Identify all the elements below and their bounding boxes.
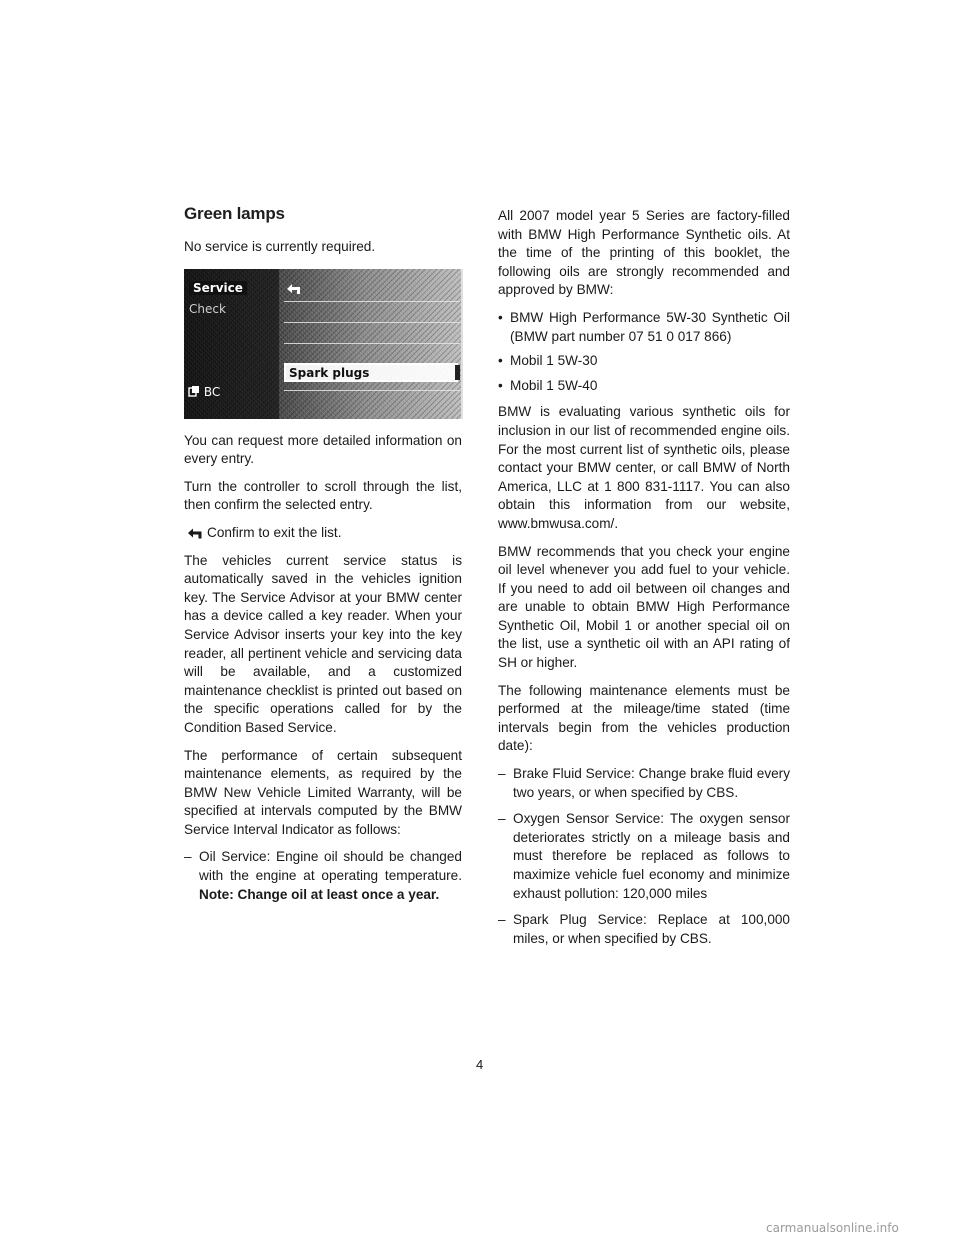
screen-bc-text: BC bbox=[203, 384, 221, 399]
oil-text: Mobil 1 5W-40 bbox=[510, 377, 598, 393]
screen-scrollbar bbox=[455, 365, 460, 380]
paragraph-maintenance: The performance of certain subsequent maintenance elements, as required by the BMW New Vehicle Limited Warranty, will be specified at intervals computed by the BMW Service Interval Indicator as follows: bbox=[184, 747, 462, 837]
watermark: carmanualsonline.info bbox=[766, 1221, 899, 1235]
confirm-exit-line bbox=[184, 524, 462, 543]
screen-check-label: Check bbox=[189, 301, 226, 316]
dash-mark: – bbox=[184, 849, 192, 865]
screen-selected-item: Spark plugs bbox=[284, 363, 458, 382]
page-number: 4 bbox=[476, 1057, 484, 1072]
list-item bbox=[498, 765, 790, 802]
section-heading: Green lamps bbox=[184, 204, 285, 223]
list-item bbox=[498, 352, 790, 371]
back-arrow-icon bbox=[284, 282, 302, 296]
list-item bbox=[498, 309, 790, 346]
oil-service-text: Oil Service: Engine oil should be changed with the engine at operating temperature. bbox=[199, 849, 462, 884]
list-item bbox=[498, 911, 790, 948]
oil-list bbox=[498, 309, 790, 395]
screen-divider bbox=[284, 390, 460, 391]
screen-divider bbox=[284, 301, 460, 302]
paragraph-scroll: Turn the controller to scroll through the list, then confirm the selected entry. bbox=[184, 478, 462, 513]
list-item-oil-service bbox=[184, 848, 462, 904]
left-column bbox=[184, 204, 462, 912]
paragraph-factory-oils: All 2007 model year 5 Series are factory-filled with BMW High Performance Synthetic oils. At the time of the printing of this booklet, the following oils are strongly recommended and approved by BMW: bbox=[498, 208, 790, 298]
dash-mark: – bbox=[498, 912, 506, 928]
bullet-mark: • bbox=[498, 377, 503, 393]
idrive-screen-image bbox=[184, 269, 463, 419]
screen-service-label: Service bbox=[189, 281, 247, 295]
oil-text: BMW High Performance 5W-30 Synthetic Oil (BMW part number 07 51 0 017 866) bbox=[510, 309, 790, 344]
bullet-mark: • bbox=[498, 353, 503, 369]
paragraph-request-info: You can request more detailed information on every entry. bbox=[184, 432, 462, 467]
paragraph-key-reader: The vehicles current service status is automatically saved in the vehicles ignition key. The Service Advisor at your BMW center has a device called a key reader. When your Service Advisor inserts your key into the key reader, all pertinent vehicle and servicing data will be available, and a customized maintenance checklist is printed out based on the specific operations called for by the Condition Based Service. bbox=[184, 552, 462, 735]
back-arrow-icon bbox=[186, 527, 204, 540]
bullet-mark: • bbox=[498, 309, 503, 325]
screen-edge bbox=[461, 269, 463, 419]
screen-divider bbox=[284, 343, 460, 344]
oil-note-text: Change oil at least once a year. bbox=[237, 886, 440, 902]
service-text: Oxygen Sensor Service: The oxygen sensor deteriorates strictly on a mileage basis and must therefore be replaced as follows to maximize vehicle fuel economy and minimize exhaust pollution: 120,000 miles bbox=[513, 811, 790, 901]
service-text: Brake Fluid Service: Change brake fluid every two years, or when specified by CBS. bbox=[513, 766, 790, 800]
list-item bbox=[498, 810, 790, 903]
list-item bbox=[498, 377, 790, 396]
screen-divider bbox=[284, 322, 460, 323]
oil-text: Mobil 1 5W-30 bbox=[510, 353, 598, 369]
oil-note-label: Note: bbox=[199, 886, 234, 902]
bc-icon bbox=[188, 385, 200, 397]
right-column bbox=[498, 207, 790, 956]
service-list bbox=[498, 765, 790, 948]
dash-mark: – bbox=[498, 766, 506, 782]
service-text: Spark Plug Service: Replace at 100,000 miles, or when specified by CBS. bbox=[513, 912, 790, 946]
dash-mark: – bbox=[498, 811, 506, 827]
paragraph-evaluating: BMW is evaluating various synthetic oils for inclusion in our list of recommended engine oils. For the most current list of synthetic oils, please contact your BMW center, or call BMW of North America, LLC at 1 800 831-1117. You can also obtain this information from our website, www.bmwusa.com/. bbox=[498, 404, 790, 531]
paragraph-maintenance-elements: The following maintenance elements must be performed at the mileage/time stated (time intervals begin from the vehicles production date): bbox=[498, 682, 790, 754]
screen-bc-label bbox=[188, 385, 220, 399]
intro-paragraph: No service is currently required. bbox=[184, 239, 376, 254]
confirm-exit-text: Confirm to exit the list. bbox=[207, 524, 342, 540]
paragraph-check-oil: BMW recommends that you check your engine oil level whenever you add fuel to your vehicle. If you need to add oil between oil changes and are unable to obtain BMW High Performance Synthetic Oil, Mobil 1 or another special oil on the list, use a synthetic oil with an API rating of SH or higher. bbox=[498, 543, 790, 671]
left-dash-list bbox=[184, 848, 462, 904]
